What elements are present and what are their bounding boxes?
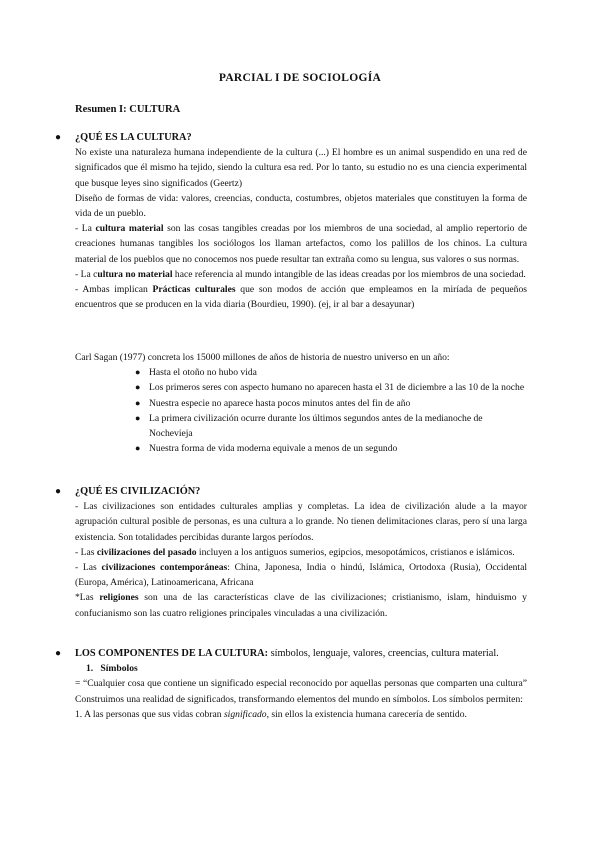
paragraph: *Las religiones son una de las características clave de las civilizaciones; cristianismo, islam, hinduismo y confucianismo son las cuatro religiones principales vinculadas a una civilización. (75, 592, 527, 619)
paragraph: Diseño de formas de vida: valores, creencias, conducta, costumbres, objetos materiales que constituyen la forma de vida de un pueblo. (75, 192, 527, 220)
bullet-icon: ● (55, 486, 62, 497)
paragraph: Carl Sagan (1977) concreta los 15000 millones de años de historia de nuestro universo en un año: (75, 352, 450, 363)
sagan-list (75, 365, 527, 456)
subsection-heading: 1. Símbolos (86, 663, 138, 675)
section-que-es-cultura (55, 130, 527, 312)
paragraph: - Las civilizaciones contemporáneas: China, Japonesa, India o hindú, Islámica, Ortodoxa (Rusia), Occidental (Europa, América), Latinoamericana, Africana (75, 562, 527, 589)
paragraph: - La cultura no material hace referencia al mundo intangible de las ideas creadas por los miembros de una sociedad. (75, 268, 526, 280)
bullet-icon: ● (55, 132, 62, 143)
list-item: ● La primera civilización ocurre durante los últimos segundos antes de la medianoche de Nochevieja (135, 412, 483, 440)
paragraph: - Las civilizaciones del pasado incluyen a los antiguos sumerios, egipcios, mesopotámicos, cristianos e islámicos. (75, 546, 515, 558)
paragraph: No existe una naturaleza humana independiente de la cultura (...) El hombre es un animal suspendido en una red de significados que él mismo ha tejido, siendo la cultura esa red. Por lo tanto, su estudio no es una ciencia experimental que busque leyes sino significados (Geertz) (75, 147, 527, 189)
page-title: PARCIAL I DE SOCIOLOGÍA (218, 72, 382, 84)
section-civilizacion (55, 484, 527, 621)
sagan-block (75, 350, 527, 456)
section-heading: ● ¿QUÉ ES LA CULTURA? (75, 130, 527, 145)
paragraph: - La cultura material son las cosas tangibles creadas por los miembros de una sociedad, al amplio repertorio de creaciones humanas tangibles los sociólogos los llaman artefactos, como los palillos de los chinos. La cultura material de los pueblos que no conocemos nos puede resultar tan extraña como su lengua, sus valores o sus normas. (75, 223, 527, 265)
section-componentes (55, 646, 527, 722)
paragraph: - Las civilizaciones son entidades culturales amplias y completas. La idea de civilización alude a la mayor agrupación cultural posible de personas, es una cultura a lo grande. No tienen delimitaciones claras, pero sí una larga existencia. Son totalidades percibidas durante largos períodos. (75, 501, 527, 543)
list-item: ● Nuestra especie no aparece hasta pocos minutos antes del fin de año (135, 397, 411, 409)
list-item: ● Los primeros seres con aspecto humano no aparecen hasta el 31 de diciembre a las 10 de la noche (135, 382, 525, 394)
subtitle: Resumen I: CULTURA (75, 104, 181, 115)
paragraph: 1. A las personas que sus vidas cobran significado, sin ellos la existencia humana carecería de sentido. (75, 708, 467, 720)
paragraph: - Ambas implican Prácticas culturales que son modos de acción que empleamos en la miríada de pequeños encuentros que se producen en la vida diaria (Bourdieu, 1990). (ej, ir al bar a desayunar) (75, 284, 527, 311)
section-heading: ● ¿QUÉ ES CIVILIZACIÓN? (75, 484, 527, 499)
section-heading: ● LOS COMPONENTES DE LA CULTURA: símbolos, lenguaje, valores, creencias, cultura material. (75, 646, 527, 661)
list-item: ● Hasta el otoño no hubo vida (135, 367, 257, 379)
bullet-icon: ● (55, 648, 62, 659)
paragraph: = “Cualquier cosa que contiene un significado especial reconocido por aquellas personas que comparten una cultura” Construimos una realidad de significados, transformando elementos del mundo en símbolos. Los símbolos permiten: (75, 678, 527, 705)
list-item: ● Nuestra forma de vida moderna equivale a menos de un segundo (135, 443, 398, 455)
